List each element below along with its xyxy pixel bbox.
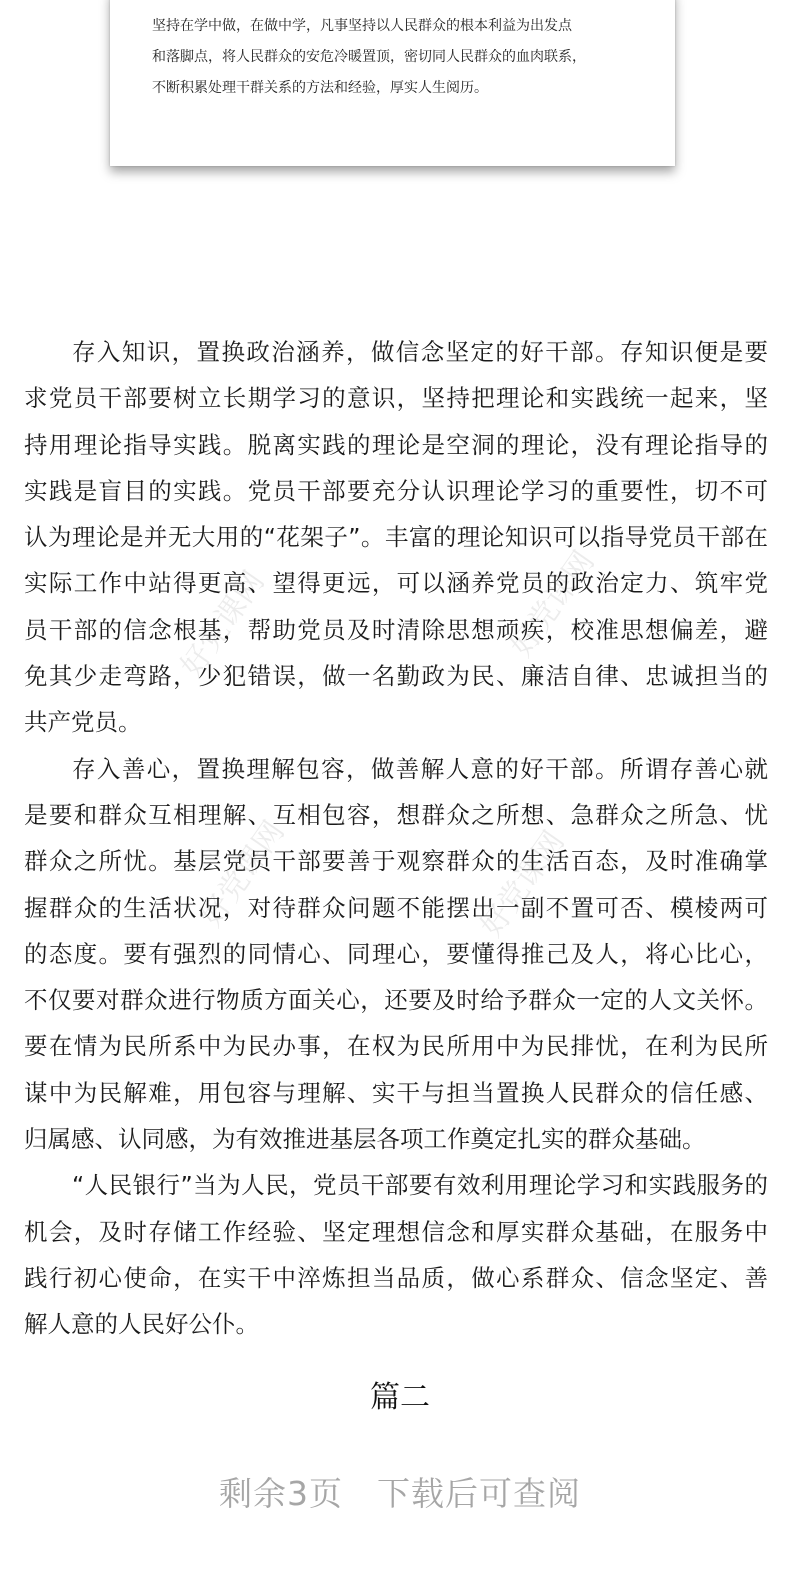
text-line: 的态度。要有强烈的同情心、同理心，要懂得推己及人，将心比心，: [24, 939, 768, 968]
watermark: 好党课网: [174, 564, 272, 684]
text-line: 谋中为民解难，用包容与理解、实干与担当置换人民群众的信任感、: [24, 1078, 768, 1107]
text-line: 求党员干部要树立长期学习的意识，坚持把理论和实践统一起来，坚: [24, 384, 768, 413]
text-line: 是要和群众互相理解、互相包容，想群众之所想、急群众之所急、忧: [24, 800, 768, 829]
paragraph-conclusion: [24, 1162, 768, 1347]
card-line: 和落脚点，将人民群众的安危冷暖置顶，密切同人民群众的血肉联系，: [152, 49, 586, 65]
text-line: 握群众的生活状况，对待群众问题不能摆出一副不置可否、模棱两可: [24, 893, 768, 922]
document-body: [24, 329, 768, 1348]
text-line: 免其少走弯路，少犯错误，做一名勤政为民、廉洁自律、忠诚担当的: [24, 662, 768, 691]
text-line: 认为理论是并无大用的“花架子”。丰富的理论知识可以指导党员干部在: [24, 523, 768, 552]
card-line: 坚持在学中做，在做中学，凡事坚持以人民群众的根本利益为出发点: [152, 18, 572, 34]
card-line: 不断积累处理干群关系的方法和经验，厚实人生阅历。: [152, 80, 488, 96]
text-line: “人民银行”当为人民，党员干部要有效利用理论学习和实践服务的: [72, 1171, 768, 1200]
remaining-pages-label: 剩余3页: [219, 1474, 343, 1513]
download-prompt[interactable]: [0, 1468, 800, 1515]
text-line: 解人意的人民好公仆。: [24, 1310, 259, 1339]
watermark: 好党课网: [474, 824, 572, 944]
text-line: 实际工作中站得更高、望得更远，可以涵养党员的政治定力、筑牢党: [24, 569, 768, 598]
text-line: 持用理论指导实践。脱离实践的理论是空洞的理论，没有理论指导的: [24, 430, 768, 459]
watermark: 好党课网: [504, 544, 602, 664]
text-line: 共产党员。: [24, 708, 142, 737]
text-line: 存入知识，置换政治涵养，做信念坚定的好干部。存知识便是要: [72, 338, 768, 366]
text-line: 要在情为民所系中为民办事，在权为民所用中为民排忧，在利为民所: [24, 1032, 768, 1061]
watermark: 好党课网: [194, 814, 292, 934]
text-line: 员干部的信念根基，帮助党员及时清除思想顽疾，校准思想偏差，避: [24, 615, 768, 644]
text-line: 机会，及时存储工作经验、坚定理想信念和厚实群众基础，在服务中: [24, 1217, 768, 1246]
paragraph-knowledge: [24, 329, 768, 746]
download-to-view-link[interactable]: 下载后可查阅: [377, 1474, 581, 1513]
text-line: 践行初心使命，在实干中淬炼担当品质，做心系群众、信念坚定、善: [24, 1263, 768, 1292]
section-heading: 篇二: [370, 1380, 430, 1415]
text-line: 不仅要对群众进行物质方面关心，还要及时给予群众一定的人文关怀。: [24, 986, 768, 1015]
text-line: 群众之所忧。基层党员干部要善于观察群众的生活百态，及时准确掌: [24, 847, 768, 876]
text-line: 实践是盲目的实践。党员干部要充分认识理论学习的重要性，切不可: [24, 476, 768, 505]
preview-card: [110, 0, 675, 166]
text-line: 归属感、认同感，为有效推进基层各项工作奠定扎实的群众基础。: [24, 1125, 706, 1154]
text-line: 存入善心，置换理解包容，做善解人意的好干部。所谓存善心就: [72, 754, 768, 783]
paragraph-kindness: [24, 746, 768, 1163]
